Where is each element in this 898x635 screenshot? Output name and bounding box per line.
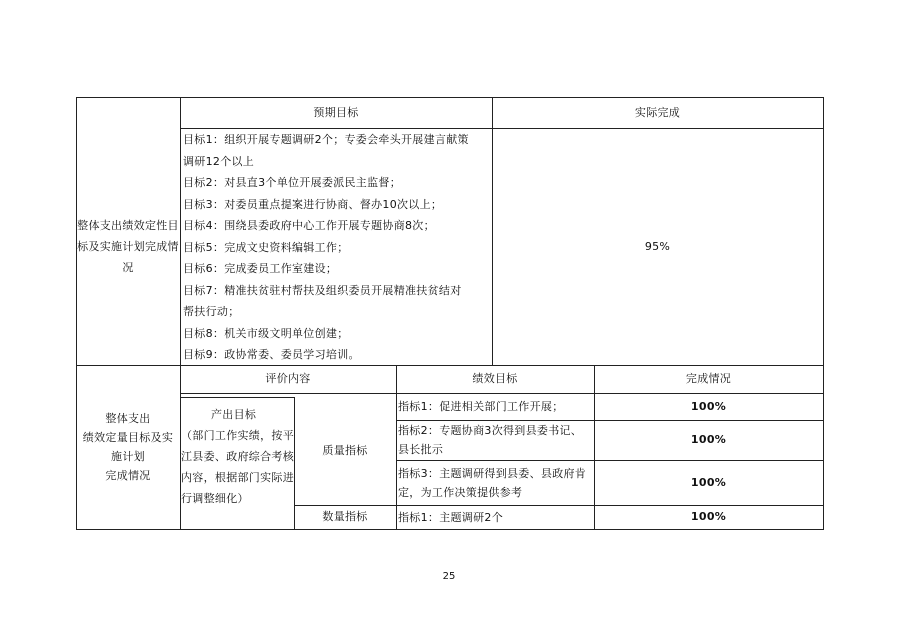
actual-completion-value: 95% (644, 239, 671, 253)
output-goals-title: 产出目标 (211, 408, 257, 421)
goal-item-6: 目标6：完成委员工作室建设； (183, 262, 338, 275)
goal-item-1b: 调研12个以上 (183, 154, 255, 168)
output-goals-cell (181, 404, 294, 509)
goal-item-4: 目标4：围绕县委政府中心工作开展专题协商8次； (183, 219, 435, 232)
indicator-row-2-text: 指标2：专题协商3次得到县委书记、县长批示 (398, 424, 583, 456)
table-border-right (823, 97, 824, 530)
indicator-row-1: 指标1：促进相关部门工作开展； (398, 400, 564, 413)
goal-item-7b: 帮扶行动； (183, 305, 240, 318)
indicator-row-2 (398, 420, 593, 460)
goal-item-1a: 目标1：组织开展专题调研2个；专委会牵头开展建言献策 (183, 133, 469, 146)
header-performance-goals: 绩效目标 (472, 372, 518, 385)
goals-list (183, 129, 491, 366)
goal-item-5: 目标5：完成文史资料编辑工作； (183, 240, 349, 254)
output-goals-desc: （部门工作实绩，按平江县委、政府综合考核内容，根据部门实际进行调整细化） (181, 429, 294, 505)
bracket-cell-top (180, 397, 294, 398)
header-actual-completion: 实际完成 (634, 105, 681, 119)
header-completion-status: 完成情况 (685, 372, 732, 385)
header-expected-goals: 预期目标 (313, 105, 359, 119)
completion-value-3: 100% (690, 475, 727, 489)
goal-item-2: 目标2：对县直3个单位开展委派民主监督； (183, 176, 401, 189)
completion-value-1: 100% (690, 399, 727, 413)
goal-item-3: 目标3：对委员重点提案进行协商、督办10次以上； (183, 197, 443, 211)
table-border-bottom (76, 529, 823, 530)
completion-value-2: 100% (690, 433, 727, 446)
row-label-goal-completion (76, 128, 180, 365)
goal-item-8: 目标8：机关市级文明单位创建； (183, 326, 349, 340)
indicator-row-3-text: 指标3：主题调研得到县委、县政府肯定，为工作决策提供参考 (398, 466, 587, 499)
indicator-row-3 (398, 460, 593, 505)
header-evaluation-content: 评价内容 (265, 372, 311, 385)
goal-item-9: 目标9：政协常委、委员学习培训。 (183, 348, 360, 361)
page-number: 25 (442, 571, 456, 582)
goal-item-7a: 目标7：精准扶贫驻村帮扶及组织委员开展精准扶贫结对 (183, 283, 462, 297)
row-label-quantity-plan-text: 整体支出 绩效定量目标及实 施计划 完成情况 (82, 412, 174, 482)
row-label-goal-completion-text: 整体支出绩效定性目标及实施计划完成情况 (77, 219, 179, 274)
row-label-quantity-plan (76, 365, 180, 529)
completion-value-4: 100% (690, 510, 727, 523)
quality-indicator-label: 质量指标 (322, 444, 368, 457)
indicator-row-4: 指标1：主题调研2个 (398, 510, 503, 524)
quantity-indicator-label: 数量指标 (322, 510, 368, 523)
